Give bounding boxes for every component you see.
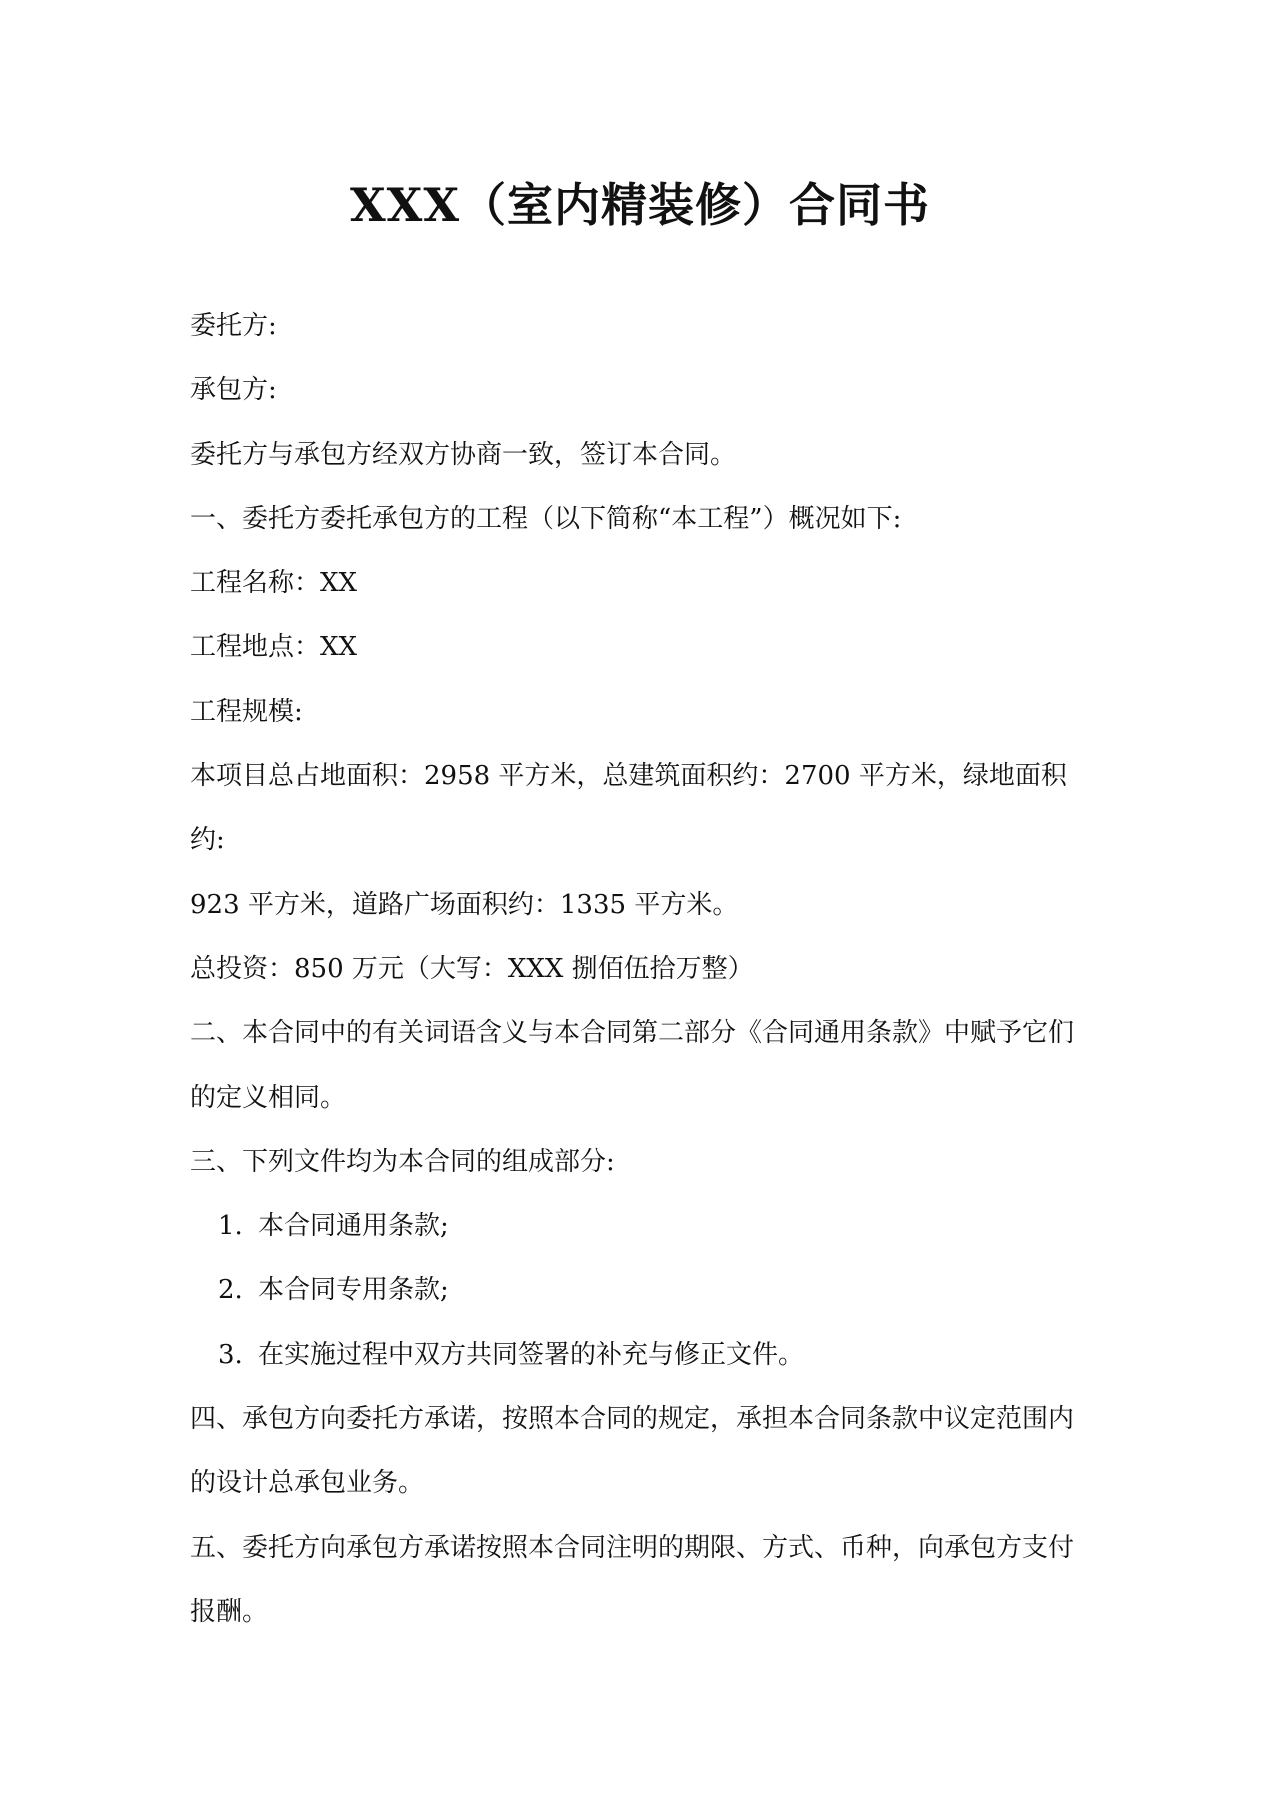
list-item: [190, 1194, 1090, 1258]
text-line: 约:: [190, 825, 225, 856]
list-item: [190, 1258, 1090, 1322]
list-number: 3.: [218, 1339, 243, 1370]
text-line: 工程名称：XX: [190, 568, 358, 599]
text-line: 的设计总承包业务。: [190, 1468, 425, 1499]
list-number: 1.: [218, 1211, 243, 1242]
document-title: XXX（室内精装修）合同书: [349, 178, 931, 232]
text-line: 报酬。: [190, 1596, 269, 1627]
text-line: 二、本合同中的有关词语含义与本合同第二部分《合同通用条款》中赋予它们: [190, 1018, 1075, 1049]
text-line: 四、承包方向委托方承诺，按照本合同的规定，承担本合同条款中议定范围内: [190, 1404, 1075, 1435]
text-line: 总投资：850 万元（大写：XXX 捌佰伍拾万整）: [190, 953, 754, 984]
text-line: 委托方与承包方经双方协商一致，签订本合同。: [190, 439, 737, 470]
list-number: 2.: [218, 1275, 243, 1306]
text-line: 工程地点：XX: [190, 632, 358, 663]
text-line: 五、委托方向承包方承诺按照本合同注明的期限、方式、币种，向承包方支付: [190, 1532, 1075, 1563]
text-line: 一、委托方委托承包方的工程（以下简称“本工程”）概况如下:: [190, 503, 902, 534]
list-text: 本合同专用条款;: [258, 1275, 449, 1306]
text-line: 923 平方米，道路广场面积约：1335 平方米。: [190, 889, 739, 920]
document-body: [190, 294, 1090, 1644]
text-line: 工程规模:: [190, 696, 303, 727]
text-line: 本项目总占地面积：2958 平方米，总建筑面积约：2700 平方米，绿地面积: [190, 761, 1067, 792]
list-text: 本合同通用条款;: [258, 1211, 449, 1242]
list-text: 在实施过程中双方共同签署的补充与修正文件。: [258, 1339, 805, 1370]
text-line: 承包方:: [190, 375, 277, 406]
text-line: 三、下列文件均为本合同的组成部分:: [190, 1146, 615, 1177]
text-line: 的定义相同。: [190, 1082, 347, 1113]
list-item: [190, 1323, 1090, 1387]
text-line: 委托方:: [190, 311, 277, 341]
